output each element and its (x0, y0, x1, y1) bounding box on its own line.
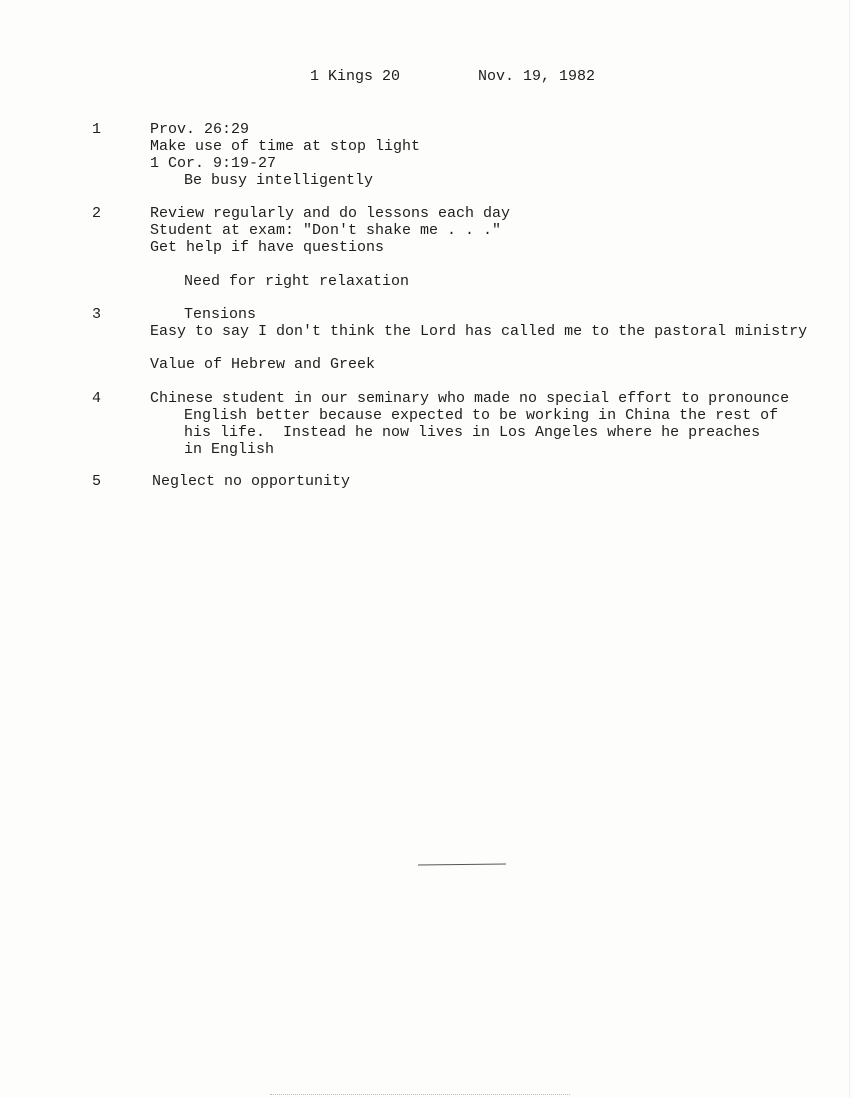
passage-title: 1 Kings 20 (310, 68, 401, 85)
scan-specks (270, 1094, 570, 1096)
item-line: Make use of time at stop light (150, 138, 421, 155)
item-line: Prov. 26:29 (150, 121, 250, 138)
document-date: Nov. 19, 1982 (478, 68, 596, 85)
item-number: 4 (92, 390, 102, 407)
item-line: Value of Hebrew and Greek (150, 356, 376, 373)
item-number: 3 (92, 306, 102, 323)
item-line: Review regularly and do lessons each day (150, 205, 511, 222)
item-number: 2 (92, 205, 102, 222)
item-number: 1 (92, 121, 102, 138)
item-number: 5 (92, 473, 102, 490)
item-line: Get help if have questions (150, 239, 385, 256)
item-line: Student at exam: "Don't shake me . . ." (150, 222, 502, 239)
item-line: his life. Instead he now lives in Los Angeles where he preaches (184, 424, 761, 441)
item-line: 1 Cor. 9:19-27 (150, 155, 277, 172)
item-line: in English (184, 441, 275, 458)
scan-edge (849, 0, 850, 1098)
item-line: Chinese student in our seminary who made no special effort to pronounce (150, 390, 790, 407)
item-line: Neglect no opportunity (152, 473, 351, 490)
pen-stroke (418, 864, 506, 866)
item-line: English better because expected to be working in China the rest of (184, 407, 779, 424)
item-line: Tensions (184, 306, 257, 323)
item-line: Easy to say I don't think the Lord has called me to the pastoral ministry (150, 323, 808, 340)
item-line: Need for right relaxation (184, 273, 410, 290)
item-line: Be busy intelligently (184, 172, 374, 189)
